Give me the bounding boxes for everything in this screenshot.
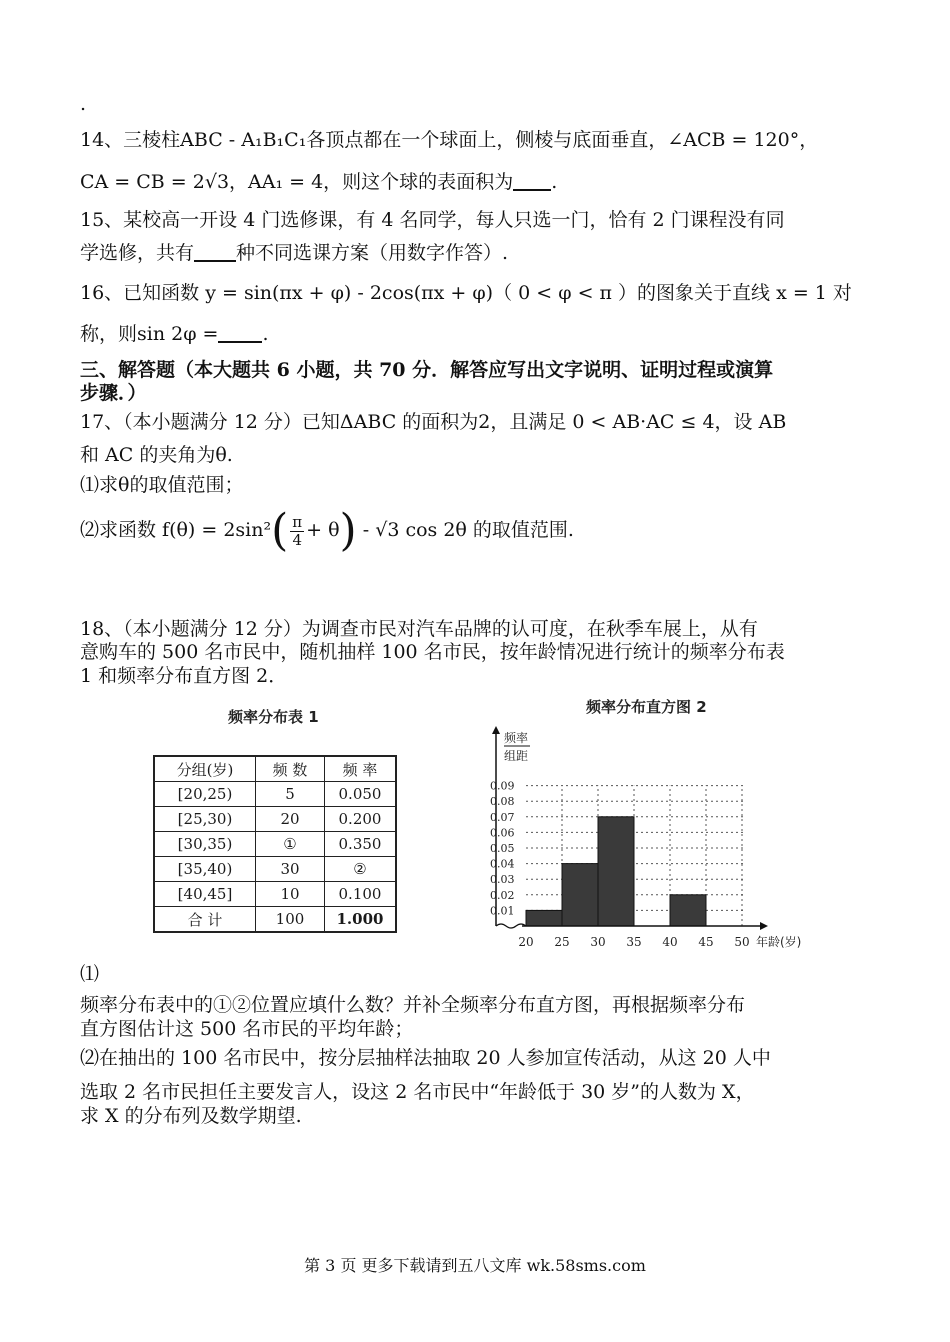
y-tick-label: 0.05 [490, 842, 515, 855]
y-axis-arrow [492, 726, 500, 734]
table-cell: 20 [256, 807, 325, 832]
x-axis-arrow [760, 922, 768, 930]
table-cell: 100 [256, 907, 325, 933]
left-paren: ( [271, 505, 289, 556]
answer-blank [513, 171, 551, 191]
q16-text-b: . [262, 323, 269, 345]
x-axis-label: 年龄(岁) [756, 935, 802, 949]
y-axis-label-bottom: 组距 [504, 749, 529, 763]
table-cell: [20,25) [154, 782, 256, 807]
table-cell: 5 [256, 782, 325, 807]
table-cell: 合 计 [154, 907, 256, 933]
section3-heading-line2: 步骤．） [80, 382, 147, 404]
table-cell: [35,40) [154, 857, 256, 882]
q15-text-a: 学选修，共有 [80, 242, 195, 264]
q14-text-b: . [551, 171, 558, 193]
frequency-histogram [470, 718, 870, 958]
table-row [154, 782, 396, 807]
q17-part2-mid: + θ [306, 519, 340, 541]
x-tick-label: 25 [554, 935, 570, 949]
q18-part1-line1: 频率分布表中的①②位置应填什么数？并补全频率分布直方图，再根据频率分布 [80, 994, 746, 1016]
table-cell: 30 [256, 857, 325, 882]
table-cell: [25,30) [154, 807, 256, 832]
x-tick-label: 35 [626, 935, 642, 949]
q15-line2 [80, 241, 508, 265]
histogram-bar [598, 817, 634, 926]
pi-over-4-fraction [290, 514, 304, 549]
table-row [154, 882, 396, 907]
histogram-bar [526, 910, 562, 926]
page-footer: 第 3 页 更多下载请到五八文库 wk.58sms.com [304, 1256, 646, 1275]
fraction-numerator: π [292, 512, 303, 531]
q17-part2 [80, 506, 574, 554]
q16-line2 [80, 322, 269, 346]
table-row [154, 832, 396, 857]
histogram-bar [670, 895, 706, 926]
y-tick-label: 0.09 [490, 779, 515, 793]
table-cell: [40,45] [154, 882, 256, 907]
table-header-cell: 频 率 [325, 756, 397, 782]
q15-line1: 15、某校高一开设 4 门选修课，有 4 名同学，每人只选一门，恰有 2 门课程没有同 [80, 209, 785, 231]
y-tick-label: 0.04 [490, 857, 515, 871]
histogram-bar [562, 864, 598, 926]
right-paren: ) [339, 505, 357, 556]
table-cell: ② [325, 857, 397, 882]
x-tick-label: 40 [662, 935, 678, 949]
q18-line2: 意购车的 500 名市民中，随机抽样 100 名市民，按年龄情况进行统计的频率分布表 [80, 641, 785, 663]
table-cell: 0.050 [325, 782, 397, 807]
table-header-row [154, 756, 396, 782]
histogram-title: 频率分布直方图 2 [586, 698, 707, 716]
x-tick-label: 45 [698, 935, 714, 949]
table-header-cell: 分组(岁) [154, 756, 256, 782]
q18-part2-line1: ⑵在抽出的 100 名市民中，按分层抽样法抽取 20 人参加宣传活动，从这 20 人中 [80, 1047, 771, 1069]
q18-part1-line2: 直方图估计这 500 名市民的平均年龄； [80, 1018, 414, 1040]
table-header-cell: 频 数 [256, 756, 325, 782]
y-tick-label: 0.08 [490, 795, 515, 809]
q18-line3: 1 和频率分布直方图 2． [80, 665, 288, 687]
x-tick-label: 20 [518, 935, 534, 949]
table-cell: 1.000 [325, 907, 397, 933]
table-row [154, 857, 396, 882]
answer-blank [218, 323, 262, 343]
q16-text-a: 称，则sin 2φ = [80, 323, 219, 345]
q16-line1: 16、已知函数 y = sin(πx + φ) - 2cos(πx + φ)（ 0 < φ < π ）的图象关于直线 x = 1 对 [80, 282, 852, 304]
y-axis-label-top: 频率 [504, 731, 529, 745]
section3-heading-line1: 三、解答题（本大题共 6 小题，共 70 分．解答应写出文字说明、证明过程或演算 [80, 359, 774, 381]
table-cell: 0.200 [325, 807, 397, 832]
y-tick-label: 0.02 [490, 888, 515, 902]
q17-part2-b: - √3 cos 2θ 的取值范围. [362, 519, 574, 541]
axis-break [496, 924, 526, 928]
y-tick-label: 0.06 [490, 826, 515, 840]
table-cell: 0.350 [325, 832, 397, 857]
table-title: 频率分布表 1 [228, 708, 319, 726]
q18-part1-label: ⑴ [80, 963, 100, 985]
fraction-denominator: 4 [292, 530, 302, 549]
table-cell: 10 [256, 882, 325, 907]
q14-line2 [80, 170, 557, 194]
table-cell: [30,35) [154, 832, 256, 857]
y-tick-label: 0.07 [490, 810, 515, 824]
table-cell: 0.100 [325, 882, 397, 907]
q17-part1: ⑴求θ的取值范围； [80, 474, 244, 496]
q18-part2-line3: 求 X 的分布列及数学期望. [80, 1105, 302, 1127]
y-tick-label: 0.03 [490, 873, 515, 887]
q14-text-a: CA = CB = 2√3，AA₁ = 4，则这个球的表面积为 [80, 171, 514, 193]
x-tick-label: 30 [590, 935, 606, 949]
answer-blank [194, 242, 236, 262]
q17-part2-a: ⑵求函数 f(θ) = 2sin² [80, 519, 272, 541]
frequency-table [153, 755, 397, 933]
q17-line1: 17、（本小题满分 12 分）已知ΔABC 的面积为2，且满足 0 < AB·AC ≤ 4，设 AB [80, 411, 787, 433]
q14-line1: 14、三棱柱ABC - A₁B₁C₁各顶点都在一个球面上，侧棱与底面垂直，∠ACB = 120°， [80, 129, 819, 151]
top-mark: . [80, 93, 87, 115]
x-tick-label: 50 [734, 935, 750, 949]
q18-line1: 18、（本小题满分 12 分）为调查市民对汽车品牌的认可度，在秋季车展上，从有 [80, 618, 758, 640]
q18-part2-line2: 选取 2 名市民担任主要发言人，设这 2 名市民中“年龄低于 30 岁”的人数为 X， [80, 1081, 755, 1103]
table-row [154, 807, 396, 832]
table-cell: ① [256, 832, 325, 857]
table-total-row [154, 907, 396, 933]
q15-text-b: 种不同选课方案（用数字作答）. [236, 242, 509, 264]
q17-line2: 和 AC 的夹角为θ. [80, 444, 233, 466]
y-tick-label: 0.01 [490, 904, 515, 918]
